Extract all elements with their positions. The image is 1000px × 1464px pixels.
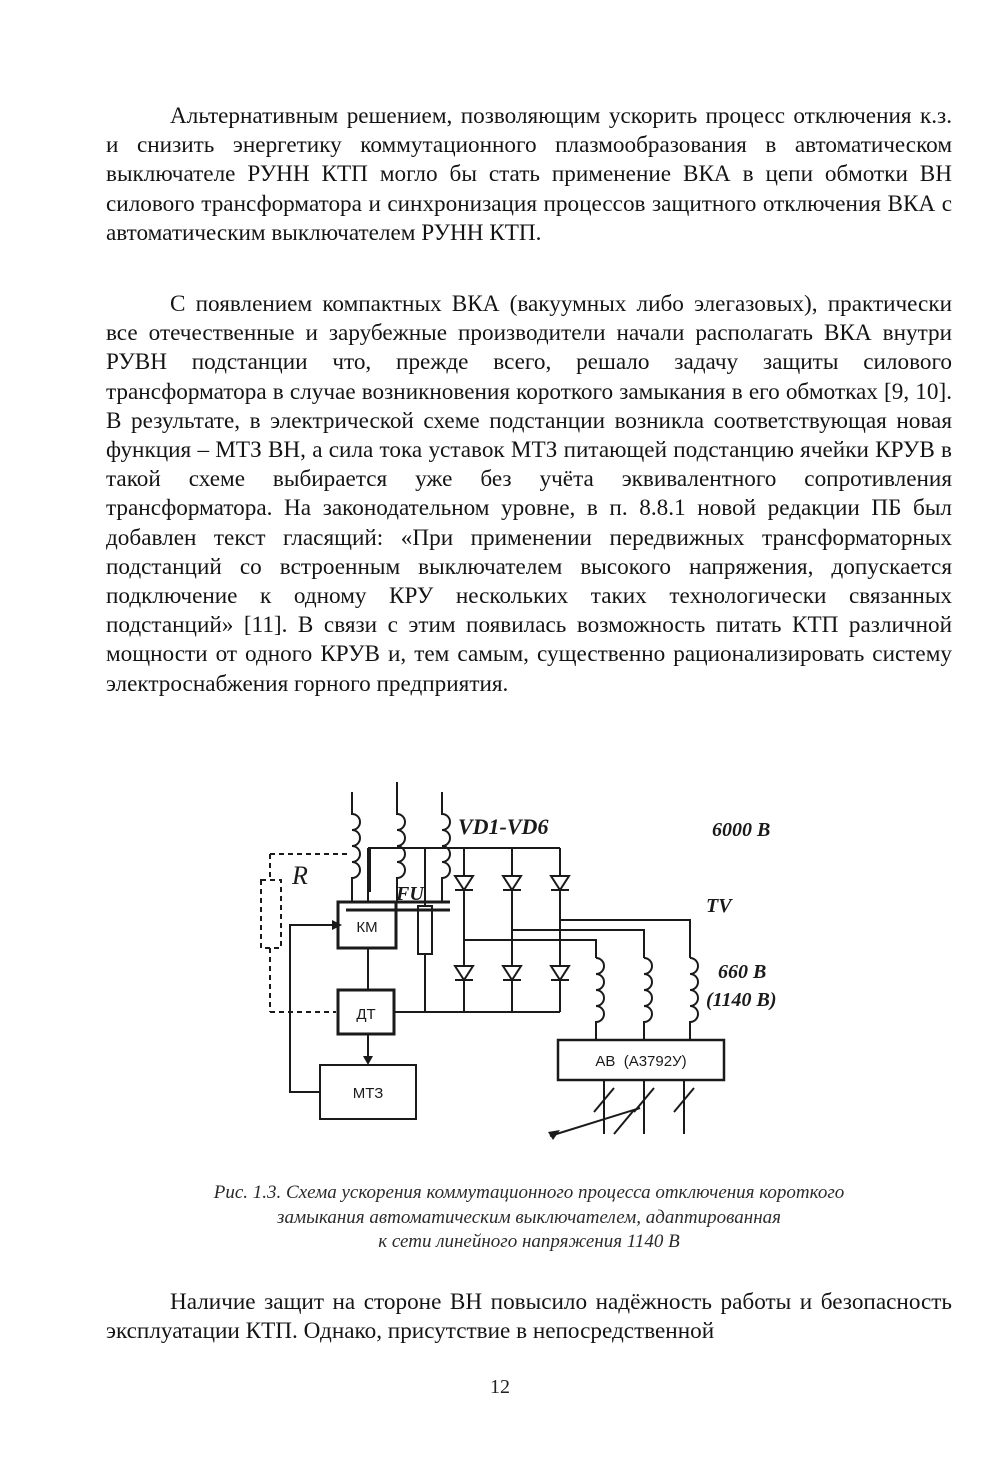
caption-line-2: замыкания автоматическим выключателем, адаптированная [277,1206,781,1228]
label-vd: VD1-VD6 [458,814,549,839]
caption-line-1: Рис. 1.3. Схема ускорения коммутационного процесса отключения короткого [213,1182,845,1203]
av-label: АВ (А3792У) [595,1053,687,1070]
paragraph-2: С появлением компактных ВКА (вакуумных либо элегазовых), практически все отечественные и зарубежные производители начали располагать ВКА внутри РУВН подстанции что, прежде всего, решало задачу защиты силового трансформатора в случае возникновения короткого замыкания в его обмотках [9, 10]. В результате, в электрической схеме подстанции возникла соответствующая новая функция – МТЗ ВН, а сила тока уставок МТЗ питающей подстанцию ячейки КРУВ в такой схеме выбирается уже без учёта эквивалентного сопротивления трансформатора. На законодательном уровне, в п. 8.8.1 новой редакции ПБ был добавлен текст гласящий: «При применении передвижных трансформаторных подстанций со встроенным выключателем высокого напряжения, допускается подключение к одному КРУ нескольких таких технологически связанных подстанций» [11]. В связи с этим появилась возможность питать КТП различной мощности от одного КРУВ и, тем самым, существенно рационализировать систему электроснабжения горного предприятия. [106,291,952,697]
page-number: 12 [490,1376,510,1398]
mtz-label: МТЗ [352,1085,384,1102]
label-lv: 660 В [718,961,767,983]
dt-label: ДТ [356,1006,376,1023]
label-fu: FU [396,883,424,905]
paragraph-3: Наличие защит на стороне ВН повысило надёжность работы и безопасность эксплуатации КТП. Однако, присутствие в непосредственной [106,1289,952,1345]
circuit-diagram [250,772,810,1144]
label-hv: 6000 В [712,819,771,841]
label-tv: TV [706,895,732,917]
paragraph-1: Альтернативным решением, позволяющим ускорить процесс отключения к.з. и снизить энергетику коммутационного плазмообразования в автоматическом выключателе РУНН КТП могло бы стать применение ВКА в цепи обмотки ВН силового трансформатора и синхронизация процессов защитного отключения ВКА с автоматическим выключателем РУНН КТП. [106,103,952,246]
label-lv-alt: (1140 В) [706,989,777,1011]
label-r: R [292,861,308,890]
km-label: КМ [356,919,378,936]
caption-line-3: к сети линейного напряжения 1140 В [378,1231,680,1252]
figure-caption [106,1181,952,1255]
